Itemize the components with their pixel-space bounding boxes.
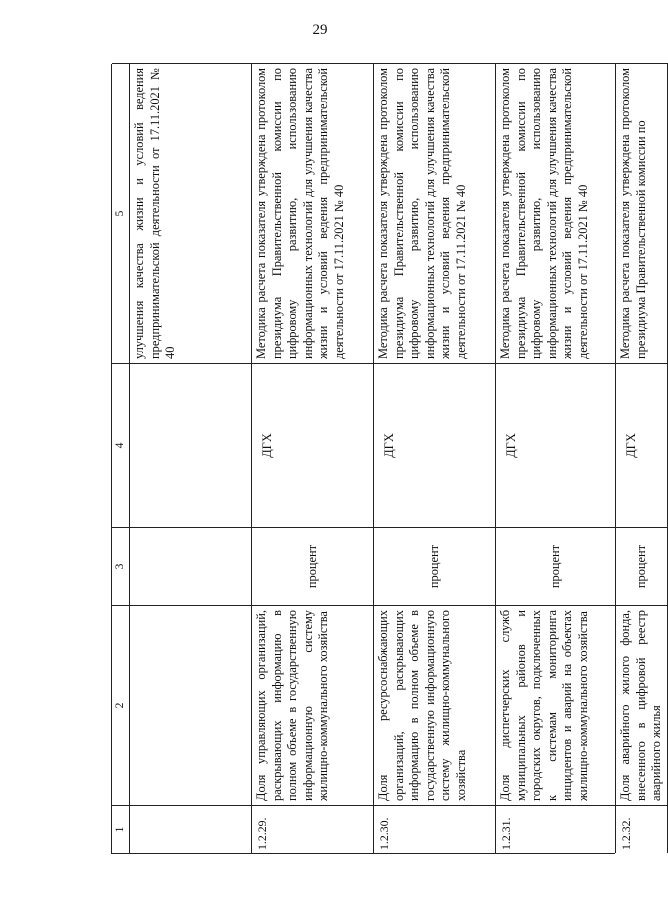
row-1-2-29-name: Доля управляющих организаций, раскрывающих информацию в полном объеме в государственную информационную систему жилищно-коммунального хозяйства bbox=[252, 605, 374, 805]
header-col-5: 5 bbox=[112, 63, 130, 363]
row-1-2-29-method: Методика расчета показателя утверждена протоколом президиума Правительственной комиссии по цифровому развитию, использованию информационных технологий для улучшения качества жизни и условий ведения предпринимательской деятельности от 17.11.2021 № 40 bbox=[252, 63, 374, 363]
row-1-2-31-num: 1.2.31. bbox=[496, 805, 616, 853]
header-col-4: 4 bbox=[112, 363, 130, 527]
row-1-2-32-num: 1.2.32. bbox=[616, 805, 668, 853]
rotated-table-container bbox=[111, 64, 664, 854]
row-1-2-32-unit: процент bbox=[616, 527, 668, 605]
indicators-table bbox=[111, 64, 664, 854]
row-1-2-31-unit: процент bbox=[496, 527, 616, 605]
continuation-source bbox=[130, 363, 252, 527]
page-number: 29 bbox=[312, 22, 328, 38]
row-1-2-32-method: Методика расчета показателя утверждена протоколом президиума Правительственной комиссии по bbox=[616, 63, 668, 363]
row-1-2-30-method: Методика расчета показателя утверждена протоколом президиума Правительственной комиссии по цифровому развитию, использованию информационных технологий для улучшения качества жизни и условий ведения предпринимательской деятельности от 17.11.2021 № 40 bbox=[374, 63, 496, 363]
continuation-method: улучшения качества жизни и условий ведения предпринимательской деятельности от 17.11.2021 № 40 bbox=[130, 63, 252, 363]
row-1-2-31-method: Методика расчета показателя утверждена протоколом президиума Правительственной комиссии по цифровому развитию, использованию информационных технологий для улучшения качества жизни и условий ведения предпринимательской деятельности от 17.11.2021 № 40 bbox=[496, 63, 616, 363]
row-1-2-31-source: ДГХ bbox=[496, 363, 616, 527]
header-col-3: 3 bbox=[112, 527, 130, 605]
row-1-2-29-unit: процент bbox=[252, 527, 374, 605]
row-1-2-29-source: ДГХ bbox=[252, 363, 374, 527]
row-1-2-29-num: 1.2.29. bbox=[252, 805, 374, 853]
row-1-2-30-source: ДГХ bbox=[374, 363, 496, 527]
header-col-1: 1 bbox=[112, 805, 130, 853]
header-col-2: 2 bbox=[112, 605, 130, 805]
continuation-num bbox=[130, 805, 252, 853]
row-1-2-32-source: ДГХ bbox=[616, 363, 668, 527]
row-1-2-30-name: Доля ресурсоснабжающих организаций, раскрывающих информацию в полном объеме в государственную информационную систему жилищно-коммунального хозяйства bbox=[374, 605, 496, 805]
row-1-2-32-name: Доля аварийного жилого фонда, внесенного в цифровой реестр аварийного жилья bbox=[616, 605, 668, 805]
continuation-name bbox=[130, 605, 252, 805]
row-1-2-31-name: Доля диспетчерских служб муниципальных районов и городских округов, подключенных к системам мониторинга инцидентов и аварий на объектах жилищно-коммунального хозяйства bbox=[496, 605, 616, 805]
continuation-unit bbox=[130, 527, 252, 605]
row-1-2-30-num: 1.2.30. bbox=[374, 805, 496, 853]
row-1-2-30-unit: процент bbox=[374, 527, 496, 605]
